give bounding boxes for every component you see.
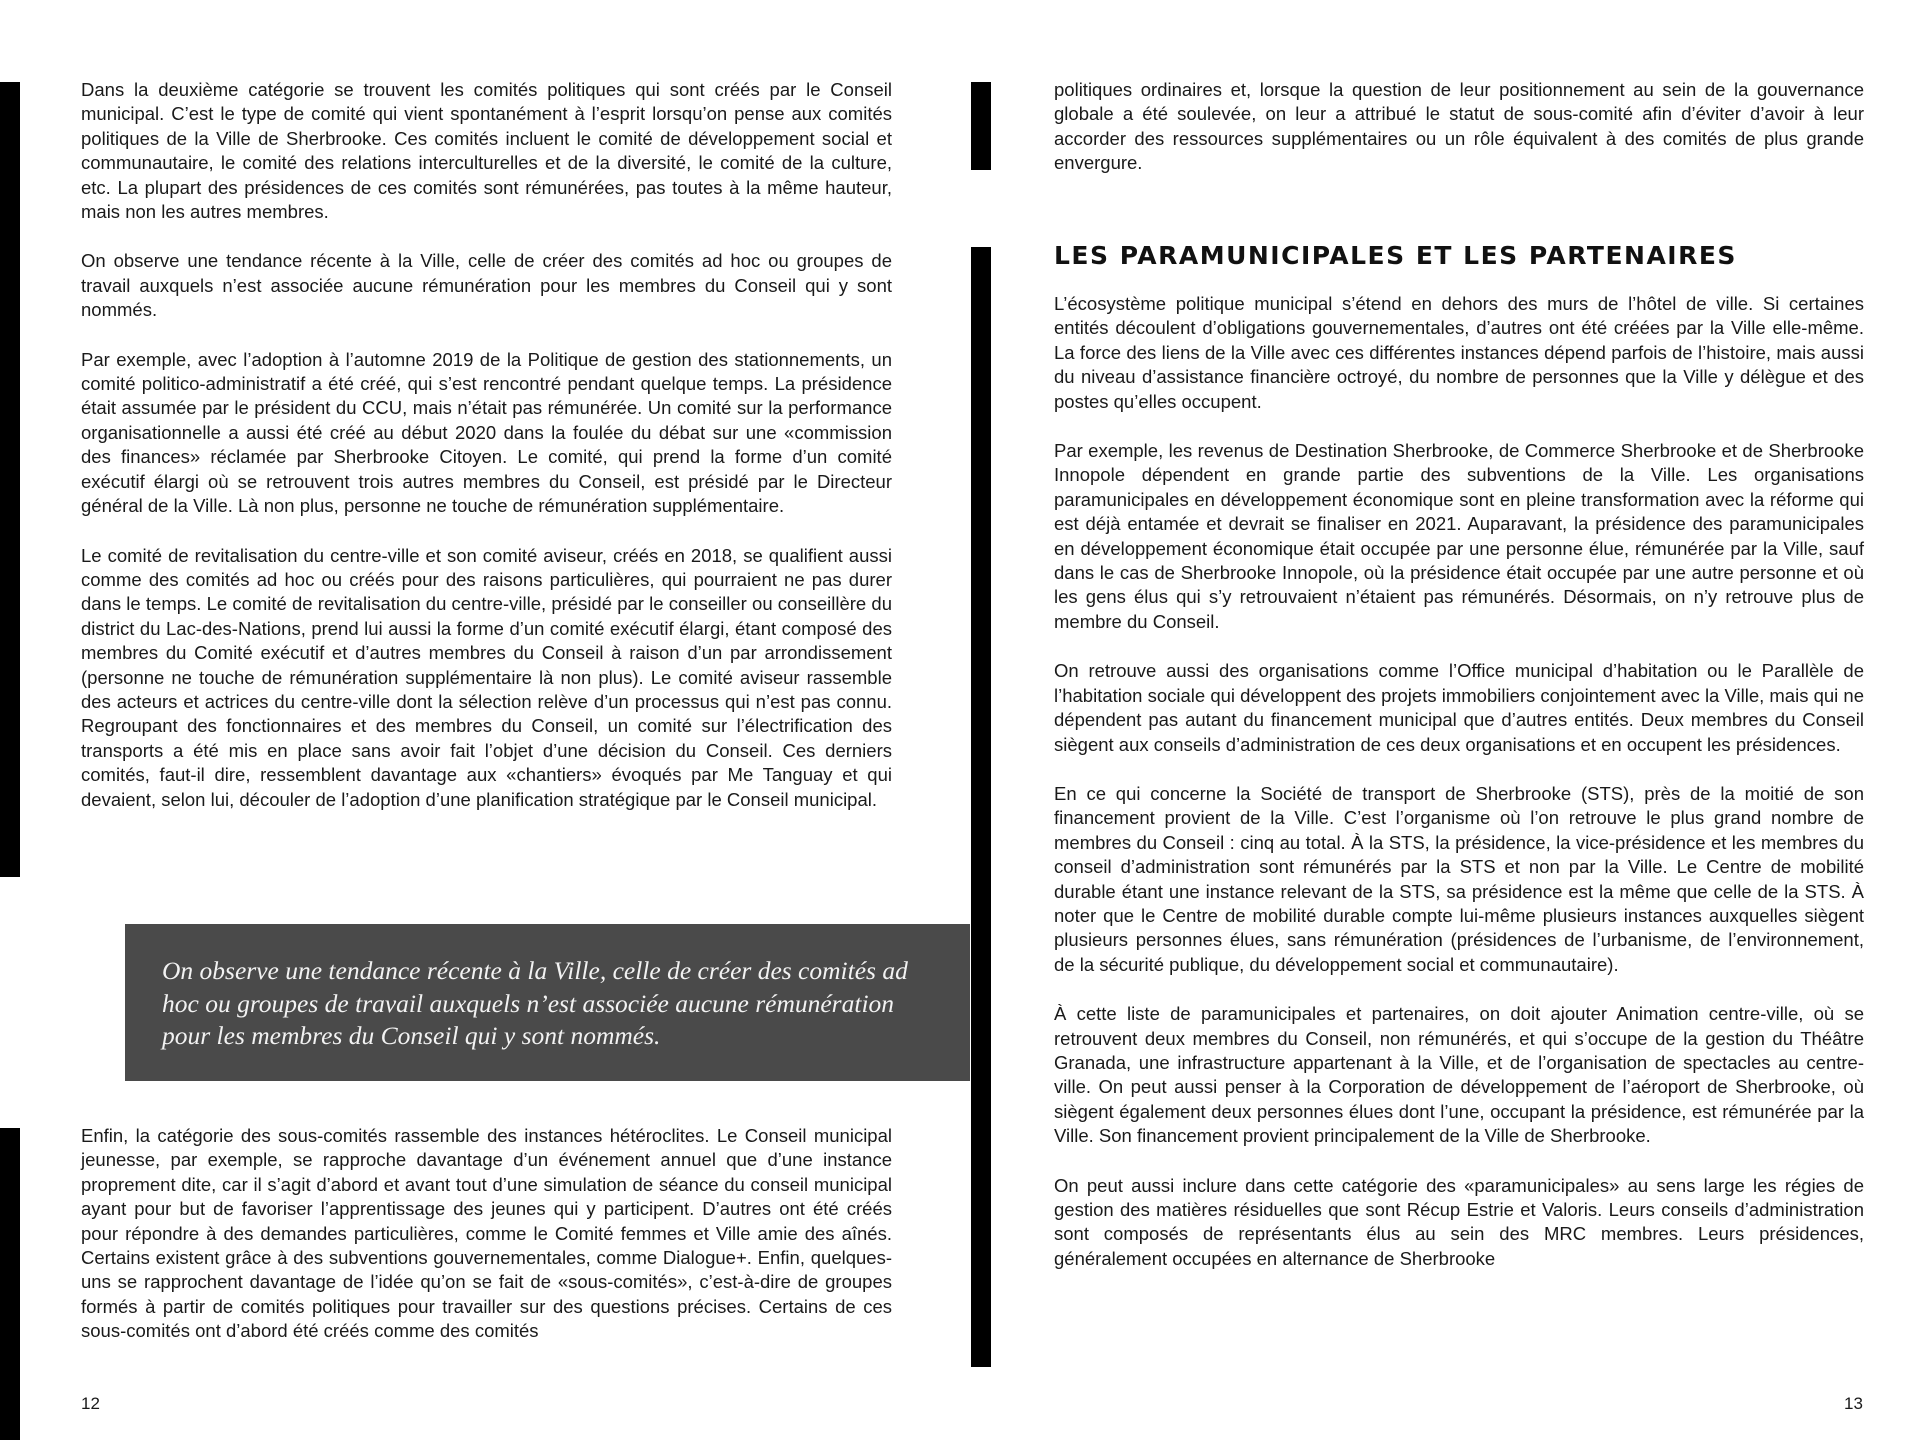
body-paragraph: On retrouve aussi des organisations comme l’Office municipal d’habitation ou le Parallèle de l’habitation sociale qui développent des projets immobiliers conjointement avec la Ville, mais qui ne dépendent pas autant du financement municipal que d’autres entités. Deux membres du Conseil siègent aux conseils d’administration de ces deux organisations et en occupent les présidences. — [1054, 660, 1864, 755]
page-number: 12 — [81, 1394, 100, 1413]
left-body-top — [81, 78, 892, 812]
right-body-continued — [1054, 78, 1864, 176]
left-margin-bar-bottom — [0, 1128, 20, 1440]
body-paragraph: Dans la deuxième catégorie se trouvent les comités politiques qui sont créés par le Conseil municipal. C’est le type de comité qui vient spontanément à l’esprit lorsqu’on pense aux comités politiques de la Ville de Sherbrooke. Ces comités incluent le comité de développement social et communautaire, le comité des relations interculturelles et de la diversité, le comité de la culture, etc. La plupart des présidences de ces comités sont rémunérées, pas toutes à la même hauteur, mais non les autres membres. — [81, 79, 892, 223]
left-margin-bar-top — [0, 82, 20, 877]
body-paragraph: En ce qui concerne la Société de transport de Sherbrooke (STS), près de la moitié de son financement provient de la Ville. C’est l’organisme où l’on retrouve le plus grand nombre de membres du Conseil : cinq au total. À la STS, la présidence, la vice-présidence et les membres du conseil d’administration sont rémunérés par la STS et non par la Ville. Le Centre de mobilité durable étant une instance relevant de la STS, sa présidence est la même que celle de la STS. À noter que le Centre de mobilité durable compte lui-même plusieurs instances auxquelles siègent plusieurs personnes élues, sans rémunération (présidences de l’urbanisme, de l’environnement, de la sécurité publique, du développement social et communautaire). — [1054, 782, 1864, 975]
body-paragraph: Par exemple, les revenus de Destination Sherbrooke, de Commerce Sherbrooke et de Sherbrooke Innopole dépendent en grande partie des subventions de la Ville. Les organisations paramunicipales en développement économique sont en pleine transformation avec la réforme qui est déjà entamée et devrait se finaliser en 2021. Auparavant, la présidence des paramunicipales en développement économique était occupée par une personne élue, rémunérée par la Ville, sauf dans le cas de Sherbrooke Innopole, où la présidence était occupée par une autre personne et où les gens élus qui s’y retrouvaient n’étaient pas rémunérés. Désormais, on n’y retrouve plus de membre du Conseil. — [1054, 440, 1864, 632]
body-paragraph: politiques ordinaires et, lorsque la question de leur positionnement au sein de la gouvernance globale a été soulevée, on leur a attribué le statut de sous-comité afin d’éviter d’avoir à leur accorder des ressources supplémentaires ou un rôle équivalent à des comités de plus grande envergure. — [1054, 79, 1864, 174]
right-margin-bar-top — [971, 82, 991, 170]
right-body-section — [1054, 240, 1864, 1271]
left-body-bottom — [81, 1124, 892, 1344]
right-page — [960, 0, 1920, 1440]
pull-quote-box — [125, 924, 970, 1081]
body-paragraph: Enfin, la catégorie des sous-comités rassemble des instances hétéroclites. Le Conseil municipal jeunesse, par exemple, se rapproche davantage d’un événement annuel que d’une instance proprement dite, car il s’agit d’abord et avant tout d’une simulation de séance du conseil municipal ayant pour but de favoriser l’apprentissage des jeunes qui y participent. D’autres ont été créés pour répondre à des demandes particulières, comme le Comité femmes et Ville amie des aînés. Certains existent grâce à des subventions gouvernementales, comme Dialogue+. Enfin, quelques-uns se rapprochent davantage de l’idée qu’on se fait de «sous-comités», c’est-à-dire de groupes formés à partir de comités politiques pour travailler sur des questions précises. Certains de ces sous-comités ont d’abord été créés comme des comités — [81, 1125, 892, 1342]
body-paragraph: Par exemple, avec l’adoption à l’automne 2019 de la Politique de gestion des stationnements, un comité politico-administratif a été créé, qui s’est rencontré pendant quelque temps. La présidence était assumée par le président du CCU, mais n’était pas rémunérée. Un comité sur la performance organisationnelle a aussi été créé au début 2020 dans la foulée du débat sur une «commission des finances» réclamée par Sherbrooke Citoyen. Le comité, qui prend la forme d’un comité exécutif élargi où se retrouvent trois autres membres du Conseil, est présidé par le Directeur général de la Ville. Là non plus, personne ne touche de rémunération supplémentaire. — [81, 348, 892, 517]
body-paragraph: À cette liste de paramunicipales et partenaires, on doit ajouter Animation centre-ville, où se retrouvent deux membres du Conseil, non rémunérés, et qui s’occupe de la gestion du Théâtre Granada, une infrastructure appartenant à la Ville, et de l’organisation de spectacles au centre-ville. On peut aussi penser à la Corporation de développement de l’aéroport de Sherbrooke, où siègent également deux personnes élues dont l’une, occupant la présidence, est rémunérée par la Ville. Son financement provient principalement de la Ville de Sherbrooke. — [1054, 1003, 1864, 1147]
page-number: 13 — [1844, 1394, 1863, 1413]
body-paragraph: L’écosystème politique municipal s’étend en dehors des murs de l’hôtel de ville. Si certaines entités découlent d’obligations gouvernementales, d’autres ont été créées par la Ville elle-même. La force des liens de la Ville avec ces différentes instances dépend parfois de l’histoire, mais aussi du niveau d’assistance financière octroyé, du nombre de personnes que la Ville y délègue et des postes qu’elles occupent. — [1054, 293, 1864, 412]
body-paragraph: Le comité de revitalisation du centre-ville et son comité aviseur, créés en 2018, se qualifient aussi comme des comités ad hoc ou créés pour des raisons particulières, qui pourraient ne pas durer dans le temps. Le comité de revitalisation du centre-ville, présidé par le conseiller ou conseillère du district du Lac-des-Nations, prend lui aussi la forme d’un comité exécutif élargi, étant composé des membres du Comité exécutif et d’autres membres du Conseil à raison d’un par arrondissement (personne ne touche de rémunération supplémentaire là non plus). Le comité aviseur rassemble des acteurs et actrices du centre-ville dont la sélection relève d’un processus qui n’est pas connu. Regroupant des fonctionnaires et des membres du Conseil, un comité sur l’électrification des transports a été mis en place sans avoir fait l’objet d’une décision du Conseil. Ces derniers comités, faut-il dire, ressemblent davantage aux «chantiers» évoqués par Me Tanguay et qui devaient, selon lui, découler de l’adoption d’une planification stratégique par le Conseil municipal. — [81, 544, 892, 810]
right-margin-bar-main — [971, 247, 991, 1367]
pull-quote-text: On observe une tendance récente à la Ville, celle de créer des comités ad hoc ou groupes de travail auxquels n’est associée aucune rémunération pour les membres du Conseil qui y sont nommés. — [162, 956, 908, 1050]
section-heading: LES PARAMUNICIPALES ET LES PARTENAIRES — [1054, 241, 1737, 270]
body-paragraph: On peut aussi inclure dans cette catégorie des «paramunicipales» au sens large les régies de gestion des matières résiduelles que sont Récup Estrie et Valoris. Leurs conseils d’administration sont composés de représentants élus au sein des MRC membres. Leurs présidences, généralement occupées en alternance de Sherbrooke — [1054, 1174, 1864, 1269]
body-paragraph: On observe une tendance récente à la Ville, celle de créer des comités ad hoc ou groupes de travail auxquels n’est associée aucune rémunération pour les membres du Conseil qui y sont nommés. — [81, 250, 892, 321]
